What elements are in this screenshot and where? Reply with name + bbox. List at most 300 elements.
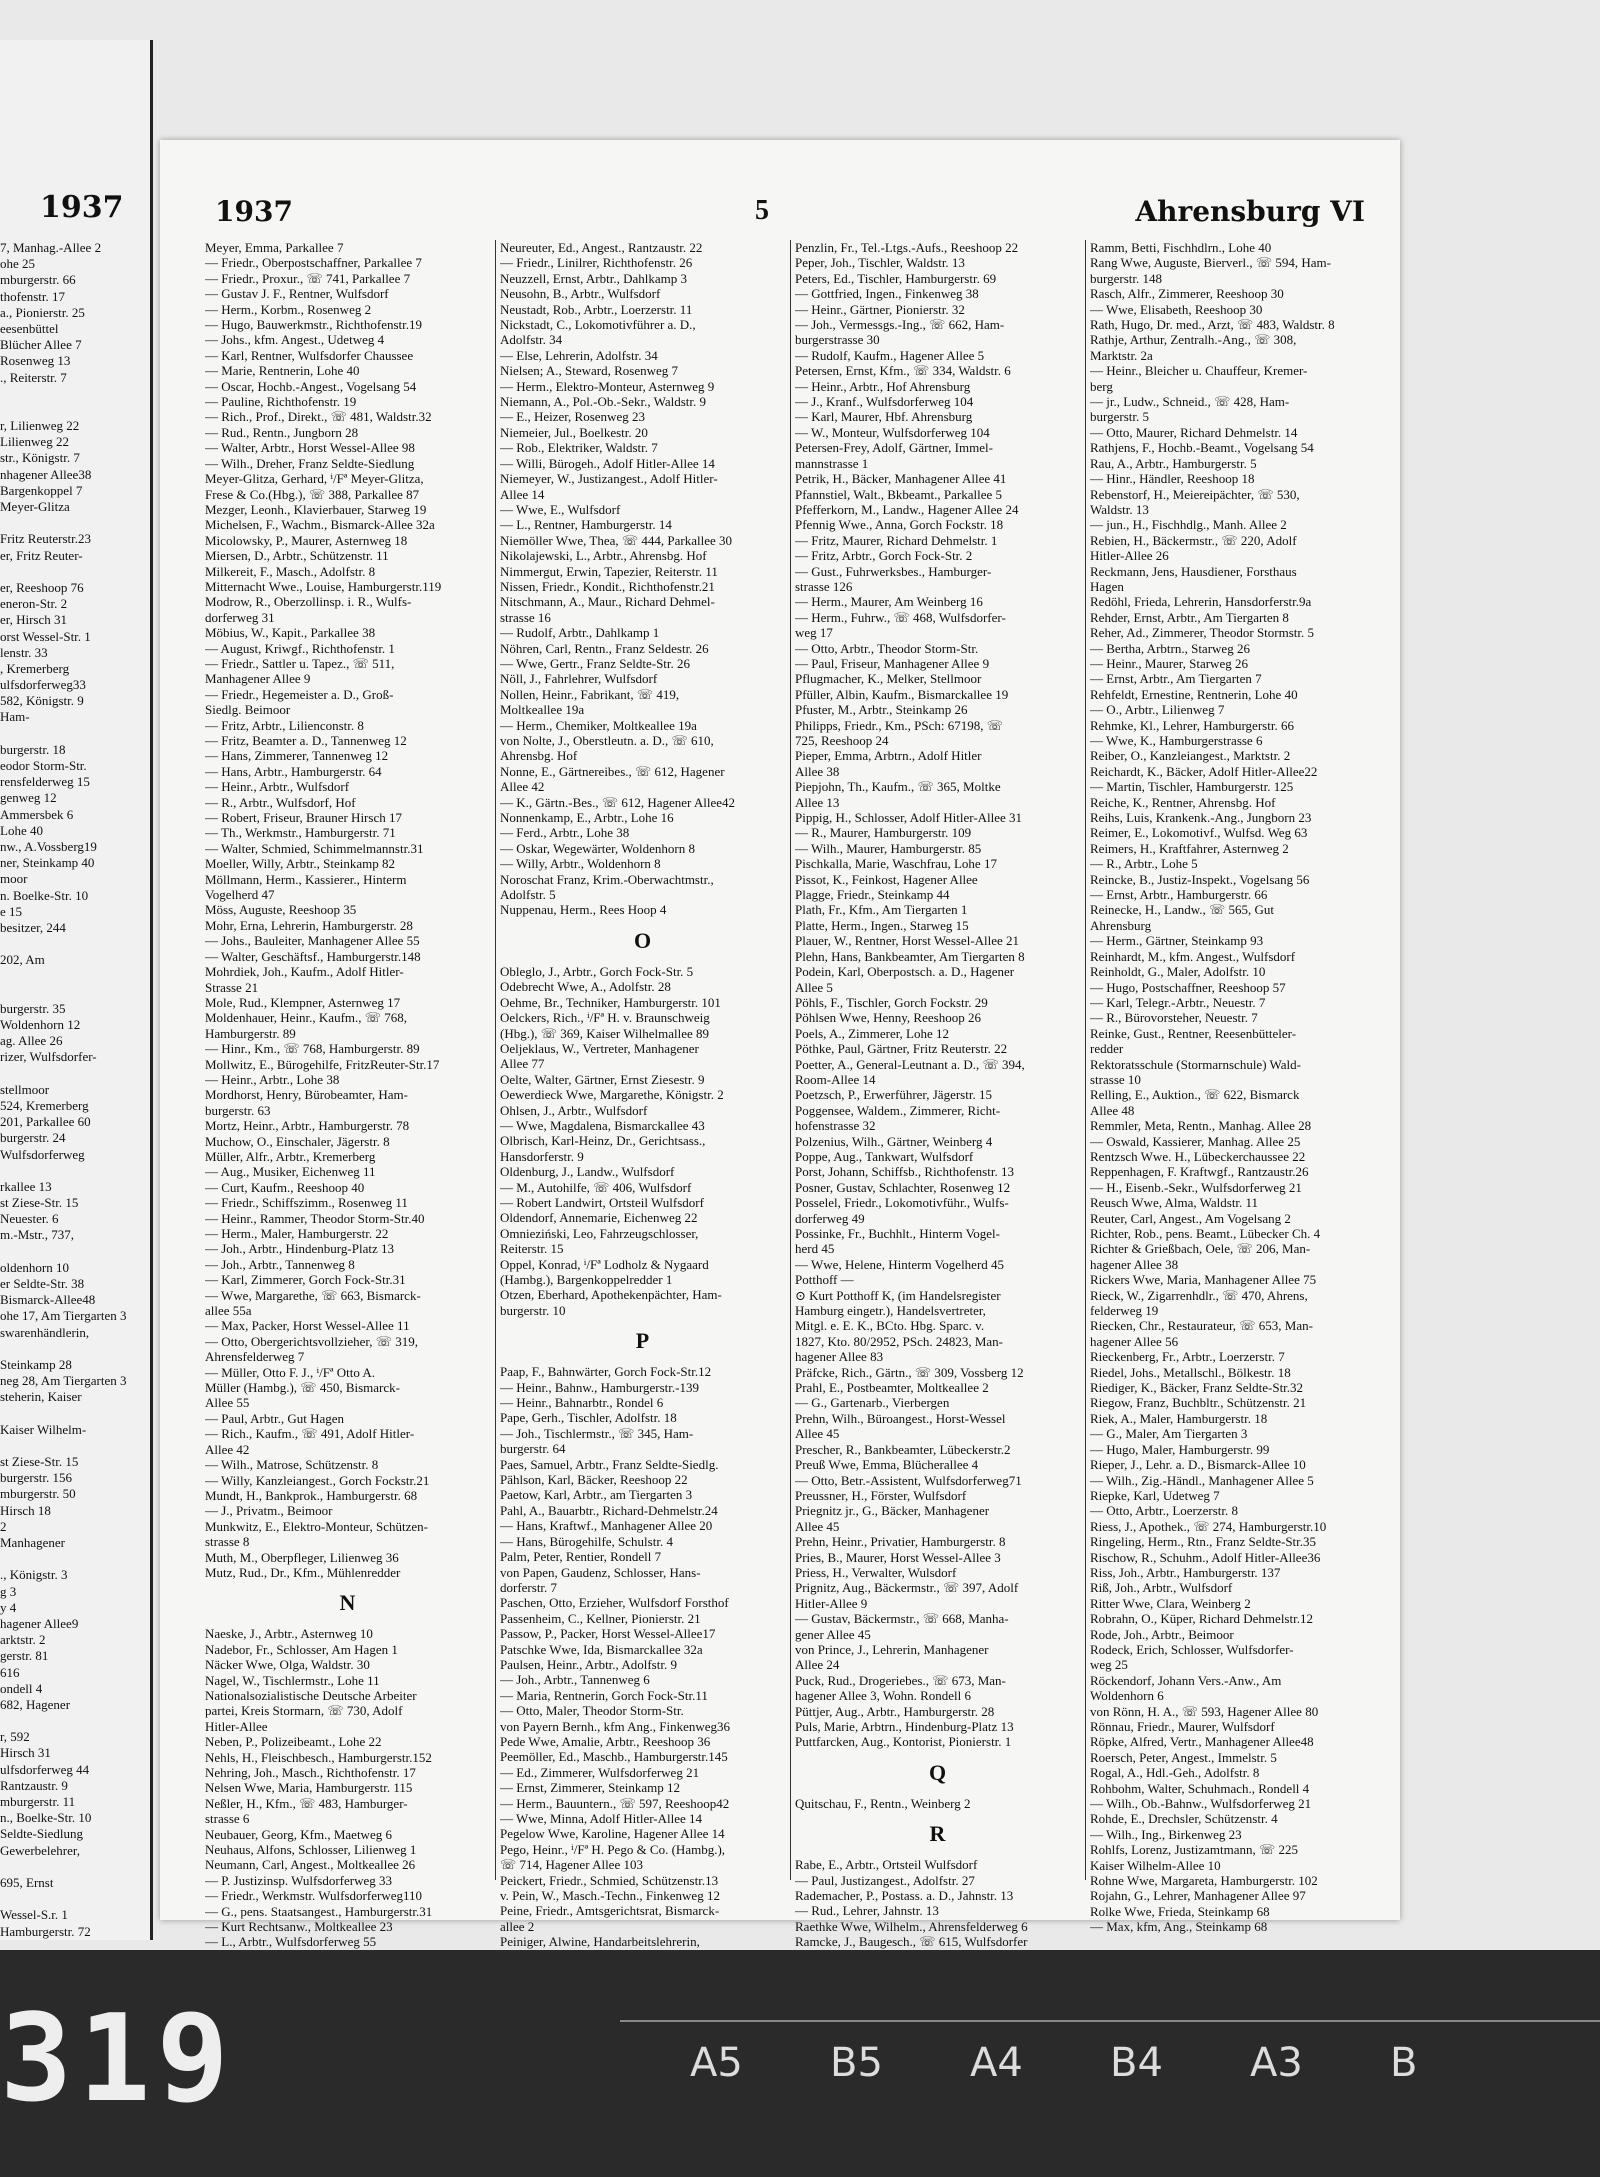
directory-entry: ☏ 714, Hagener Allee 103 [500,1857,643,1873]
directory-entry: Remmler, Meta, Rentn., Manhag. Allee 28 [1090,1118,1312,1134]
directory-entry: Pahl, A., Bauarbtr., Richard-Dehmelstr.24 [500,1502,718,1518]
directory-entry: — Willi, Bürogeh., Adolf Hitler-Allee 14 [500,455,715,471]
directory-entry: — Rob., Elektriker, Waldstr. 7 [500,440,658,456]
scale-label: A3 [1250,2040,1303,2086]
left-fragment-line: er Seldte-Str. 38 [0,1276,85,1291]
directory-entry: Pries, B., Maurer, Horst Wessel-Allee 3 [795,1549,1001,1565]
directory-entry: Mitgl. e. E. K., BCto. Hbg. Sparc. v. [795,1318,985,1334]
directory-entry: Pegelow Wwe, Karoline, Hagener Allee 14 [500,1826,725,1842]
directory-entry: — Gottfried, Ingen., Finkenweg 38 [795,286,979,302]
directory-entry: — J., Privatm., Beimoor [205,1503,333,1519]
directory-entry: dorferstr. 7 [500,1579,558,1595]
directory-entry: — Wilh., Dreher, Franz Seldte-Siedlung [205,455,415,471]
directory-entry: Nationalsozialistische Deutsche Arbeiter [205,1687,417,1703]
left-fragment-line [0,1551,148,1567]
directory-entry: — Willy, Arbtr., Woldenhorn 8 [500,856,661,872]
directory-entry: — Hans, Arbtr., Hamburgerstr. 64 [205,763,382,779]
directory-entry: hagener Allee 83 [795,1349,884,1365]
directory-entry: — Karl, Maurer, Hbf. Ahrensburg [795,409,973,425]
left-fragment-line: str., Königstr. 7 [0,450,80,466]
directory-entry: — Ferd., Arbtr., Lohe 38 [500,825,630,841]
directory-entry: Pöhlsen Wwe, Henny, Reeshoop 26 [795,1010,981,1026]
section-letter: R [929,1821,946,1847]
directory-entry: hagener Allee 38 [1090,1256,1179,1272]
directory-entry: — Friedr., Proxur., ☏ 741, Parkallee 7 [205,270,411,286]
left-fragment-line: nw., A.Vossberg19 [0,838,97,854]
directory-entry: Nelsen Wwe, Maria, Hamburgerstr. 115 [205,1780,413,1796]
directory-entry: — L., Arbtr., Wulfsdorferweg 55 [205,1934,377,1950]
directory-entry: Robrahn, O., Küper, Richard Dehmelstr.12 [1090,1611,1313,1627]
directory-entry: — Heinr., Arbtr., Lohe 38 [205,1071,340,1087]
directory-entry: Meyer, Emma, Parkallee 7 [205,240,344,255]
directory-entry: von Papen, Gaudenz, Schlosser, Hans- [500,1564,701,1580]
directory-entry: Muchow, O., Einschaler, Jägerstr. 8 [205,1133,390,1149]
directory-entry: Ringeling, Herm., Rtn., Franz Seldte-Str.35 [1090,1534,1317,1550]
left-fragment-line: st Ziese-Str. 15 [0,1454,79,1470]
directory-entry: felderweg 19 [1090,1303,1159,1319]
directory-entry: Waldstr. 13 [1090,501,1149,517]
left-fragment-line: 582, Königstr. 9 [0,693,84,709]
directory-entry: burgerstr. 5 [1090,409,1149,425]
directory-entry: Ahrensfelderweg 7 [205,1349,305,1365]
microfilm-strip [0,1950,1600,2177]
directory-entry: — Gustav J. F., Rentner, Wulfsdorf [205,286,389,302]
directory-entry: strasse 126 [795,578,853,594]
directory-entry: Passenheim, C., Kellner, Pionierstr. 21 [500,1610,701,1626]
directory-entry: — Wilh., Ing., Birkenweg 23 [1090,1826,1242,1842]
directory-entry: Rodeck, Erich, Schlosser, Wulfsdorfer- [1090,1641,1294,1657]
directory-entry: — Oskar, Wegewärter, Woldenhorn 8 [500,840,695,856]
directory-entry: strasse 10 [1090,1071,1141,1087]
directory-entry: — Herm., Korbm., Rosenweg 2 [205,301,372,317]
directory-entry: Pfannstiel, Walt., Bkbeamt., Parkallee 5 [795,486,1003,502]
left-fragment-line [0,1406,148,1422]
directory-entry: Reiber, O., Kanzleiangest., Marktstr. 2 [1090,748,1291,764]
directory-entry: — R., Bürovorsteher, Neuestr. 7 [1090,1010,1258,1026]
section-letter: O [633,927,652,953]
directory-entry: — Ed., Zimmerer, Wulfsdorferweg 21 [500,1764,700,1780]
left-fragment-line: er, Hirsch 31 [0,612,67,628]
directory-entry: Hitler-Allee [205,1718,268,1734]
directory-entry: Prehn, Heinr., Privatier, Hamburgerstr. 8 [795,1534,1006,1550]
directory-entry: — W., Monteur, Wulfsdorferweg 104 [795,424,990,440]
directory-entry: Munkwitz, E., Elektro-Monteur, Schützen- [205,1518,428,1534]
directory-entry: Plehn, Hans, Bankbeamter, Am Tiergarten 8 [795,948,1025,964]
column-divider [790,240,791,1880]
left-fragment-line: , Kremerberg [0,660,70,676]
directory-entry: Riepke, Karl, Udetweg 7 [1090,1487,1220,1503]
directory-entry: Neubauer, Georg, Kfm., Maetweg 6 [205,1826,392,1842]
directory-entry: — Herm., Bauuntern., ☏ 597, Reeshoop42 [500,1795,730,1811]
directory-entry: — Else, Lehrerin, Adolfstr. 34 [500,347,658,363]
directory-entry: — Heinr., Bahnarbtr., Rondel 6 [500,1395,664,1411]
directory-entry: Nagel, W., Tischlermstr., Lohe 11 [205,1672,380,1688]
directory-entry: — R., Maurer, Hamburgerstr. 109 [795,825,972,841]
directory-entry: dorferweg 31 [205,609,275,625]
left-fragment-line: Lohe 40 [0,822,43,838]
directory-entry: hagener Allee 56 [1090,1333,1179,1349]
directory-entry: Reichardt, K., Bäcker, Adolf Hitler-Allee22 [1090,763,1318,779]
directory-entry: partei, Kreis Stormarn, ☏ 730, Adolf [205,1703,403,1719]
left-fragment-line [0,985,148,1001]
directory-entry: Petersen, Ernst, Kfm., ☏ 334, Waldstr. 6 [795,363,1011,379]
left-fragment-line: mburgerstr. 11 [0,1794,76,1809]
directory-entry: Mole, Rud., Klempner, Asternweg 17 [205,994,401,1010]
directory-entry: Patschke Wwe, Ida, Bismarckallee 32a [500,1641,703,1657]
directory-entry: Präfcke, Rich., Gärtn., ☏ 309, Vossberg 12 [795,1364,1024,1380]
directory-entry: Hagen [1090,578,1124,594]
directory-entry: Rabe, E., Arbtr., Ortsteil Wulfsdorf [795,1857,978,1873]
directory-entry: — K., Gärtn.-Bes., ☏ 612, Hagener Allee42 [500,794,736,810]
directory-entry: — Curt, Kaufm., Reeshoop 40 [205,1179,365,1195]
directory-entry: — Rud., Lehrer, Jahnstr. 13 [795,1903,939,1919]
directory-entry: — G., Gartenarb., Vierbergen [795,1395,950,1411]
directory-entry: Peters, Ed., Tischler, Hamburgerstr. 69 [795,270,997,286]
directory-entry: — Gust., Fuhrwerksbes., Hamburger- [795,563,992,579]
directory-entry: — Johs., Bauleiter, Manhagener Allee 55 [205,933,420,949]
directory-entry: Quitschau, F., Rentn., Weinberg 2 [795,1795,971,1811]
left-fragment-line: 2 [0,1518,7,1534]
left-fragment-line: Steinkamp 28 [0,1356,72,1372]
directory-entry: Plauer, W., Rentner, Horst Wessel-Allee 21 [795,933,1020,949]
left-fragment-line: ohe 17, Am Tiergarten 3 [0,1308,127,1324]
left-fragment-line: eneron-Str. 2 [0,596,68,612]
directory-entry: — Joh., Arbtr., Tannenweg 6 [500,1672,650,1688]
directory-entry: Porst, Johann, Schiffsb., Richthofenstr. 13 [795,1164,1014,1180]
directory-entry: — Gustav, Bäckermstr., ☏ 668, Manha- [795,1611,1009,1627]
directory-entry: Riß, Joh., Arbtr., Wulfsdorf [1090,1580,1233,1596]
directory-entry: — Wilh., Maurer, Hamburgerstr. 85 [795,840,982,856]
directory-entry: Reinhardt, M., kfm. Angest., Wulfsdorf [1090,948,1296,964]
directory-entry: Petrik, H., Bäcker, Manhagener Allee 41 [795,471,1007,487]
directory-entry: — Karl, Zimmerer, Gorch Fock-Str.31 [205,1272,406,1288]
directory-entry: Adolfstr. 34 [500,332,563,348]
directory-entry: Meyer-Glitza, Gerhard, ⁱ/Fª Meyer-Glitza, [205,471,424,487]
directory-entry: — Aug., Musiker, Eichenweg 11 [205,1164,376,1180]
directory-entry: — Paul, Justizangest., Adolfstr. 27 [795,1872,975,1888]
directory-entry: — Hans, Zimmerer, Tannenweg 12 [205,748,389,764]
directory-entry: Nikolajewski, L., Arbtr., Ahrensbg. Hof [500,548,707,564]
directory-entry: — Rud., Rentn., Jungborn 28 [205,424,359,440]
left-fragment-line: burgerstr. 24 [0,1130,66,1146]
directory-entry: Neuzzell, Ernst, Arbtr., Dahlkamp 3 [500,270,688,286]
directory-entry: — Fritz, Maurer, Richard Dehmelstr. 1 [795,532,998,548]
directory-entry: Pfefferkorn, M., Landw., Hagener Allee 24 [795,501,1019,517]
left-fragment-line: ., Reiterstr. 7 [0,369,67,385]
directory-entry: gener Allee 45 [795,1626,871,1642]
directory-entry: Naeske, J., Arbtr., Asternweg 10 [205,1626,373,1642]
directory-entry: — Wilh., Zig.-Händl., Manhagener Allee 5 [1090,1472,1314,1488]
directory-entry: — Rudolf, Kaufm., Hagener Allee 5 [795,347,985,363]
left-fragment-line: Hirsch 18 [0,1502,51,1518]
directory-entry: Mohr, Erna, Lehrerin, Hamburgerstr. 28 [205,917,413,933]
directory-entry: Näcker Wwe, Olga, Waldstr. 30 [205,1657,370,1673]
directory-entry: (Hambg.), Bargenkoppelredder 1 [500,1272,673,1287]
directory-entry: weg 25 [1090,1657,1128,1673]
directory-entry: Puck, Rud., Drogeriebes., ☏ 673, Man- [795,1672,1006,1688]
directory-entry: Möllmann, Herm., Kassierer., Hinterm [205,871,407,887]
directory-entry: — Herm., Gärtner, Steinkamp 93 [1090,933,1264,949]
directory-entry: Neßler, H., Kfm., ☏ 483, Hamburger- [205,1795,408,1811]
directory-entry: — Karl, Telegr.-Arbtr., Neuestr. 7 [1090,994,1266,1010]
directory-entry: Passow, P., Packer, Horst Wessel-Allee17 [500,1626,716,1642]
directory-entry: Prahl, E., Postbeamter, Moltkeallee 2 [795,1380,989,1396]
directory-entry: Allee 14 [500,486,545,502]
left-fragment-line: Kaiser Wilhelm- [0,1421,87,1437]
directory-entry: allee 2 [500,1918,535,1934]
directory-entry: — Wwe, Magdalena, Bismarckallee 43 [500,1117,705,1133]
directory-entry: Oehme, Br., Techniker, Hamburgerstr. 101 [500,994,721,1010]
directory-entry: Rentzsch Wwe. H., Lübeckerchaussee 22 [1090,1148,1306,1164]
left-fragment-line: Fritz Reuterstr.23 [0,531,91,547]
scale-label: A4 [970,2040,1023,2086]
directory-entry: Ramcke, J., Baugesch., ☏ 615, Wulfsdorfer [795,1934,1028,1950]
directory-entry: Puttfarcken, Aug., Kontorist, Pionierstr. 1 [795,1734,1012,1750]
directory-entry: Riediger, K., Bäcker, Franz Seldte-Str.32 [1090,1380,1304,1396]
directory-entry: burgerstr. 63 [205,1102,271,1118]
directory-entry: (Hbg.), ☏ 369, Kaiser Wilhelmallee 89 [500,1025,709,1041]
left-fragment-line: Bargenkoppel 7 [0,482,83,498]
left-fragment-line: Neuester. 6 [0,1211,59,1227]
directory-entry: — Otto, Arbtr., Theodor Storm-Str. [795,640,979,656]
directory-entry: Plath, Fr., Kfm., Am Tiergarten 1 [795,902,968,918]
directory-entry: Reimer, E., Lokomotivf., Wulfsd. Weg 63 [1090,825,1308,841]
directory-entry: Potthoff — [795,1272,854,1288]
directory-entry: Pippig, H., Schlosser, Adolf Hitler-Allee 31 [795,810,1023,826]
directory-entry: Richter & Grießbach, Oele, ☏ 206, Man- [1090,1241,1311,1257]
left-fragment-line: rensfelderweg 15 [0,774,90,790]
directory-entry: — O., Arbtr., Lilienweg 7 [1090,702,1225,718]
directory-entry: — Oswald, Kassierer, Manhag. Allee 25 [1090,1133,1301,1149]
directory-entry: von Payern Bernh., kfm Ang., Finkenweg36 [500,1718,731,1734]
left-fragment-line: ulfsdorferweg 44 [0,1761,90,1777]
directory-entry: — Robert, Friseur, Brauner Hirsch 17 [205,810,402,826]
directory-entry: — G., Maler, Am Tiergarten 3 [1090,1426,1248,1442]
directory-entry: — G., pens. Staatsangest., Hamburgerstr.31 [205,1903,433,1919]
left-fragment-line: moor [0,871,28,887]
directory-entry: berg [1090,378,1113,394]
directory-entry: — Hinr., Händler, Reeshoop 18 [1090,471,1255,487]
directory-entry: Allee 38 [795,763,840,779]
directory-entry: Nöll, J., Fahrlehrer, Wulfsdorf [500,671,658,687]
left-fragment-line: ulfsdorferweg33 [0,677,86,693]
directory-entry: — Wwe, Elisabeth, Reeshoop 30 [1090,301,1263,317]
directory-entry: Rebien, H., Bäckermstr., ☏ 220, Adolf [1090,532,1297,548]
directory-entry: Pischkalla, Marie, Waschfrau, Lohe 17 [795,856,997,872]
directory-entry: Oelckers, Rich., ⁱ/Fª H. v. Braunschweig [500,1010,710,1026]
directory-entry: Micolowsky, P., Maurer, Asternweg 18 [205,532,408,548]
directory-entry: — Ernst, Arbtr., Am Tiergarten 7 [1090,671,1262,687]
left-fragment-line [0,968,148,984]
directory-entry: Rickers Wwe, Maria, Manhagener Allee 75 [1090,1272,1317,1288]
directory-entry: — Joh., Arbtr., Tannenweg 8 [205,1256,355,1272]
directory-entry: allee 55a [205,1303,252,1319]
directory-entry: burgerstr. 64 [500,1441,566,1457]
directory-entry: Marktstr. 2a [1090,347,1153,363]
directory-entry: dorferweg 49 [795,1210,865,1226]
directory-entry: Ramm, Betti, Fischhdlrn., Lohe 40 [1090,240,1272,255]
left-fragment-line: Gewerbelehrer, [0,1842,80,1858]
directory-entry: Poetzsch, P., Erwerführer, Jägerstr. 15 [795,1087,992,1103]
directory-entry: Mohrdiek, Joh., Kaufm., Adolf Hitler- [205,964,404,980]
left-fragment-line [0,564,148,580]
left-fragment-line: n. Boelke-Str. 10 [0,887,89,903]
directory-entry: Pede Wwe, Amalie, Arbtr., Reeshoop 36 [500,1733,711,1749]
directory-entry: Preussner, H., Förster, Wulfsdorf [795,1487,967,1503]
directory-entry: Obleglo, J., Arbtr., Gorch Fock-Str. 5 [500,963,694,979]
directory-entry: — Heinr., Bleicher u. Chauffeur, Kremer- [1090,363,1308,379]
directory-entry: Relling, E., Auktion., ☏ 622, Bismarck [1090,1087,1300,1103]
directory-entry: Pöhls, F., Tischler, Gorch Fockstr. 29 [795,994,988,1010]
left-fragment-line: lenstr. 33 [0,644,48,660]
directory-entry: Room-Allee 14 [795,1071,876,1087]
directory-entry: Rohde, E., Drechsler, Schützenstr. 4 [1090,1811,1278,1827]
directory-entry: Reppenhagen, F. Kraftwgf., Rantzaustr.26 [1090,1164,1309,1180]
directory-entry: Rojahn, G., Lehrer, Manhagener Allee 97 [1090,1888,1306,1904]
left-fragment-line [0,1244,148,1260]
directory-entry: Nöhren, Carl, Rentn., Franz Seldestr. 26 [500,640,709,656]
directory-entry: Oldenburg, J., Landw., Wulfsdorf [500,1164,675,1180]
directory-entry: — P. Justizinsp. Wulfsdorferweg 33 [205,1872,393,1888]
left-fragment-line: Woldenhorn 12 [0,1017,81,1032]
left-fragment-line: ner, Steinkamp 40 [0,855,95,871]
left-fragment-line: 695, Ernst [0,1874,54,1890]
left-fragment-line: st Ziese-Str. 15 [0,1195,79,1211]
left-fragment-line [0,936,148,952]
directory-entry: Podein, Karl, Oberpostsch. a. D., Hagener [795,964,1015,980]
directory-entry: Allee 13 [795,794,840,810]
directory-entry: Neben, P., Polizeibeamt., Lohe 22 [205,1734,382,1750]
directory-entry: Raethke Wwe, Wilhelm., Ahrensfelderweg 6 [795,1918,1028,1934]
left-fragment-line [0,402,148,418]
directory-entry: Allee 42 [205,1441,250,1457]
left-page-fragment [0,40,153,1940]
directory-entry: v. Pein, W., Masch.-Techn., Finkenweg 12 [500,1888,720,1904]
left-fragment-line: nhagener Allee38 [0,466,92,482]
directory-entry: — Willy, Kanzleiangest., Gorch Fockstr.21 [205,1472,430,1488]
directory-entry: Rieckenberg, Fr., Arbtr., Loerzerstr. 7 [1090,1349,1285,1365]
directory-entry: Adolfstr. 5 [500,887,556,903]
directory-entry: Nonne, E., Gärtnereibes., ☏ 612, Hagener [500,763,725,779]
scale-label: A5 [690,2040,743,2086]
directory-entry: Pieper, Emma, Arbtrn., Adolf Hitler [795,748,982,764]
directory-entry: Nielsen; A., Steward, Rosenweg 7 [500,363,679,379]
directory-entry: Possinke, Fr., Buchhlt., Hinterm Vogel- [795,1226,1000,1241]
directory-entry: — Heinr., Rammer, Theodor Storm-Str.40 [205,1210,425,1226]
directory-entry: Poels, A., Zimmerer, Lohe 12 [795,1025,950,1041]
directory-entry: — Wwe, K., Hamburgerstrasse 6 [1090,733,1263,748]
directory-entry: Redöhl, Frieda, Lehrerin, Hansdorferstr.9a [1090,594,1312,610]
directory-entry: — Otto, Arbtr., Loerzerstr. 8 [1090,1503,1239,1519]
directory-entry: — Johs., kfm. Angest., Udetweg 4 [205,332,385,348]
left-fragment-line: m.-Mstr., 737, [0,1227,75,1243]
left-fragment-line: 7, Manhag.-Allee 2 [0,240,102,255]
directory-entry: — Heinr., Arbtr., Wulfsdorf [205,779,350,795]
directory-entry: — Oscar, Hochb.-Angest., Vogelsang 54 [205,378,417,394]
directory-entry: Allee 45 [795,1426,840,1442]
directory-entry: Pego, Heinr., ⁱ/Fª H. Pego & Co. (Hambg.), [500,1841,726,1857]
directory-entry: — Wilh., Matrose, Schützenstr. 8 [205,1457,379,1473]
directory-entry: Miersen, D., Arbtr., Schützenstr. 11 [205,548,389,564]
directory-entry: Allee 48 [1090,1102,1135,1118]
directory-entry: Peiniger, Alwine, Handarbeitslehrerin, [500,1934,700,1950]
directory-entry: Prehn, Wilh., Büroangest., Horst-Wessel [795,1410,1006,1426]
directory-columns [205,240,1380,1950]
directory-entry: Rieper, J., Lehr. a. D., Bismarck-Allee 10 [1090,1457,1306,1473]
directory-entry: Strasse 21 [205,979,259,995]
directory-entry: Rebenstorf, H., Meiereipächter, ☏ 530, [1090,486,1300,502]
film-number: 319 [0,1990,235,2129]
directory-entry: Posner, Gustav, Schlachter, Rosenweg 12 [795,1179,1011,1195]
directory-entry: Olbrisch, Karl-Heinz, Dr., Gerichtsass., [500,1133,706,1149]
directory-entry: Kaiser Wilhelm-Allee 10 [1090,1857,1221,1873]
directory-entry: burgerstr. 10 [500,1302,566,1318]
left-fragment-line [0,1891,148,1907]
directory-entry: — J., Kranf., Wulfsdorferweg 104 [795,394,974,410]
left-fragment-line: e 15 [0,903,23,919]
directory-entry: Reinke, Gust., Rentner, Reesenbütteler- [1090,1025,1297,1041]
directory-entry: Rehmke, Kl., Lehrer, Hamburgerstr. 66 [1090,717,1294,733]
directory-entry: Rischow, R., Schuhm., Adolf Hitler-Allee36 [1090,1549,1321,1565]
directory-entry: Pfüller, Albin, Kaufm., Bismarckallee 19 [795,686,1009,702]
directory-entry: — Max, kfm, Ang., Steinkamp 68 [1090,1919,1268,1935]
directory-entry: Neusohn, B., Arbtr., Wulfsdorf [500,286,661,302]
directory-entry: Nickstadt, C., Lokomotivführer a. D., [500,317,696,333]
left-fragment-line: Meyer-Glitza [0,499,70,514]
left-fragment-line: rizer, Wulfsdorfer- [0,1049,97,1065]
directory-entry: Riss, Joh., Arbtr., Hamburgerstr. 137 [1090,1564,1281,1580]
directory-entry: Reiterstr. 15 [500,1241,564,1257]
left-fragment-line: Wulfsdorferweg [0,1146,85,1162]
directory-entry: strasse 6 [205,1811,250,1827]
directory-entry: Pape, Gerh., Tischler, Adolfstr. 18 [500,1410,677,1426]
directory-entry: — Herm., Maurer, Am Weinberg 16 [795,594,983,610]
left-fragment-line: Ammersbek 6 [0,806,74,822]
directory-entry: Reimers, H., Kraftfahrer, Asternweg 2 [1090,840,1289,856]
page-header [215,195,1365,235]
directory-entry: Richter, Rob., pens. Beamt., Lübecker Ch. 4 [1090,1226,1321,1241]
left-fragment-line: 202, Am [0,952,45,968]
directory-entry: — Heinr., Maurer, Starweg 26 [1090,655,1248,671]
directory-entry: Rohbohm, Walter, Schuhmach., Rondell 4 [1090,1780,1310,1796]
directory-entry: Rönnau, Friedr., Maurer, Wulfsdorf [1090,1719,1275,1734]
column-1 [205,240,490,1981]
directory-entry: — L., Rentner, Hamburgerstr. 14 [500,517,672,533]
directory-entry: Peper, Joh., Tischler, Waldstr. 13 [795,255,965,271]
column-2 [500,240,785,1965]
directory-entry: Nollen, Heinr., Fabrikant, ☏ 419, [500,686,680,702]
directory-entry: Moldenhauer, Heinr., Kaufm., ☏ 768, [205,1010,408,1026]
directory-entry: Pflugmacher, K., Melker, Stellmoor [795,671,982,687]
directory-entry: Pfuster, M., Arbtr., Steinkamp 26 [795,702,968,718]
left-fragment-line [0,1341,148,1357]
directory-entry: Penzlin, Fr., Tel.-Ltgs.-Aufs., Reeshoop 22 [795,240,1019,255]
left-fragment-line [0,386,148,402]
directory-entry: Puls, Marie, Arbtrn., Hindenburg-Platz 13 [795,1719,1014,1734]
directory-entry: — Hinr., Km., ☏ 768, Hamburgerstr. 89 [205,1041,420,1057]
directory-entry: Paschen, Otto, Erzieher, Wulfsdorf Forsthof [500,1595,729,1611]
directory-entry: — Rich., Kaufm., ☏ 491, Adolf Hitler- [205,1426,415,1442]
directory-entry: — Fritz, Beamter a. D., Tannenweg 12 [205,733,407,748]
directory-entry: burgerstrasse 30 [795,332,880,348]
directory-entry: — Wwe, Margarethe, ☏ 663, Bismarck- [205,1287,421,1303]
directory-entry: Riek, A., Maler, Hamburgerstr. 18 [1090,1410,1268,1426]
left-fragment-line: neg 28, Am Tiergarten 3 [0,1373,127,1389]
directory-entry: Mezger, Leonh., Klavierbauer, Starweg 19 [205,501,427,517]
directory-entry: Polzenius, Wilh., Gärtner, Weinberg 4 [795,1133,993,1149]
left-fragment-line: swarenhändlerin, [0,1324,90,1340]
directory-entry: — Bertha, Arbtrn., Starweg 26 [1090,640,1250,656]
